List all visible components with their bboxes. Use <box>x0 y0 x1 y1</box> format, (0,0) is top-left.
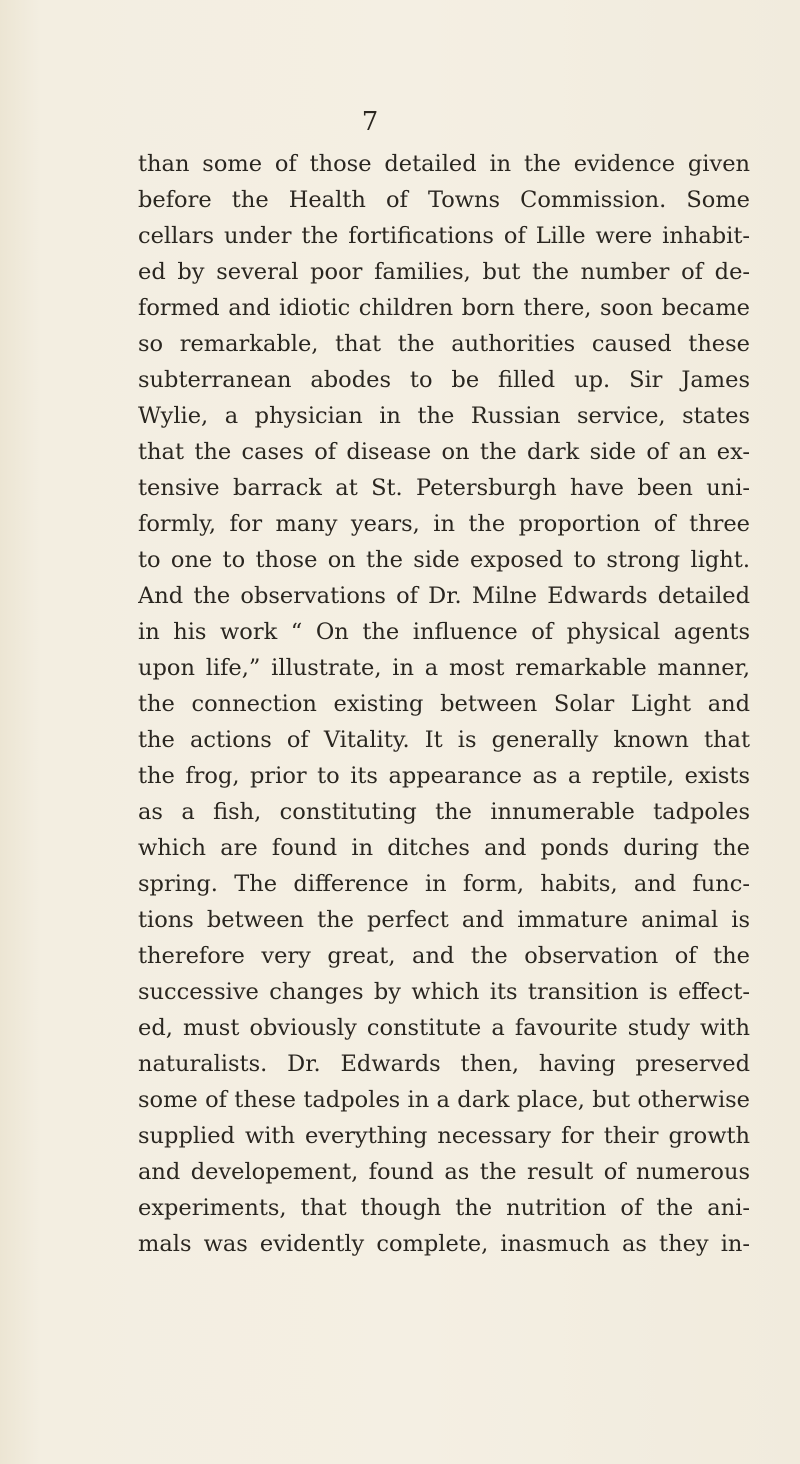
page-number: 7 <box>361 107 379 137</box>
text-line: which are found in ditches and ponds during the <box>138 835 750 861</box>
text-line: tensive barrack at St. Petersburgh have been uni- <box>138 475 750 501</box>
text-line: formly, for many years, in the proportion of three <box>138 511 750 537</box>
text-line: And the observations of Dr. Milne Edwards detailed <box>138 583 750 609</box>
text-line: in his work “ On the influence of physical agents <box>138 619 750 645</box>
text-line: that the cases of disease on the dark side of an ex- <box>138 439 750 465</box>
text-line: formed and idiotic children born there, soon became <box>138 295 750 321</box>
text-line: ed, must obviously constitute a favourite study with <box>138 1015 750 1041</box>
text-line: some of these tadpoles in a dark place, but otherwise <box>138 1087 750 1113</box>
body-text <box>138 146 750 1262</box>
text-line: ed by several poor families, but the number of de- <box>138 259 750 285</box>
text-line: as a fish, constituting the innumerable tadpoles <box>138 799 750 825</box>
text-line: upon life,” illustrate, in a most remarkable manner, <box>138 655 750 681</box>
text-line: mals was evidently complete, inasmuch as they in- <box>138 1231 750 1257</box>
text-line: therefore very great, and the observation of the <box>138 943 750 969</box>
text-line: spring. The difference in form, habits, and func- <box>138 871 750 897</box>
text-line: successive changes by which its transition is effect- <box>138 979 750 1005</box>
text-line: so remarkable, that the authorities caused these <box>138 331 750 357</box>
text-line: and developement, found as the result of numerous <box>138 1159 750 1185</box>
text-line: tions between the perfect and immature animal is <box>138 907 750 933</box>
text-line: supplied with everything necessary for their growth <box>138 1123 750 1149</box>
text-line: cellars under the fortifications of Lille were inhabit- <box>138 223 750 249</box>
text-line: the connection existing between Solar Light and <box>138 691 750 717</box>
text-line: before the Health of Towns Commission. Some <box>138 187 750 213</box>
text-line: subterranean abodes to be filled up. Sir James <box>138 367 750 393</box>
text-line: Wylie, a physician in the Russian service, states <box>138 403 750 429</box>
text-line: than some of those detailed in the evidence given <box>138 151 750 177</box>
text-line: to one to those on the side exposed to strong light. <box>138 547 750 573</box>
text-line: experiments, that though the nutrition of the ani- <box>138 1195 750 1221</box>
text-line: the frog, prior to its appearance as a reptile, exists <box>138 763 750 789</box>
text-line: naturalists. Dr. Edwards then, having preserved <box>138 1051 750 1077</box>
text-line: the actions of Vitality. It is generally known that <box>138 727 750 753</box>
